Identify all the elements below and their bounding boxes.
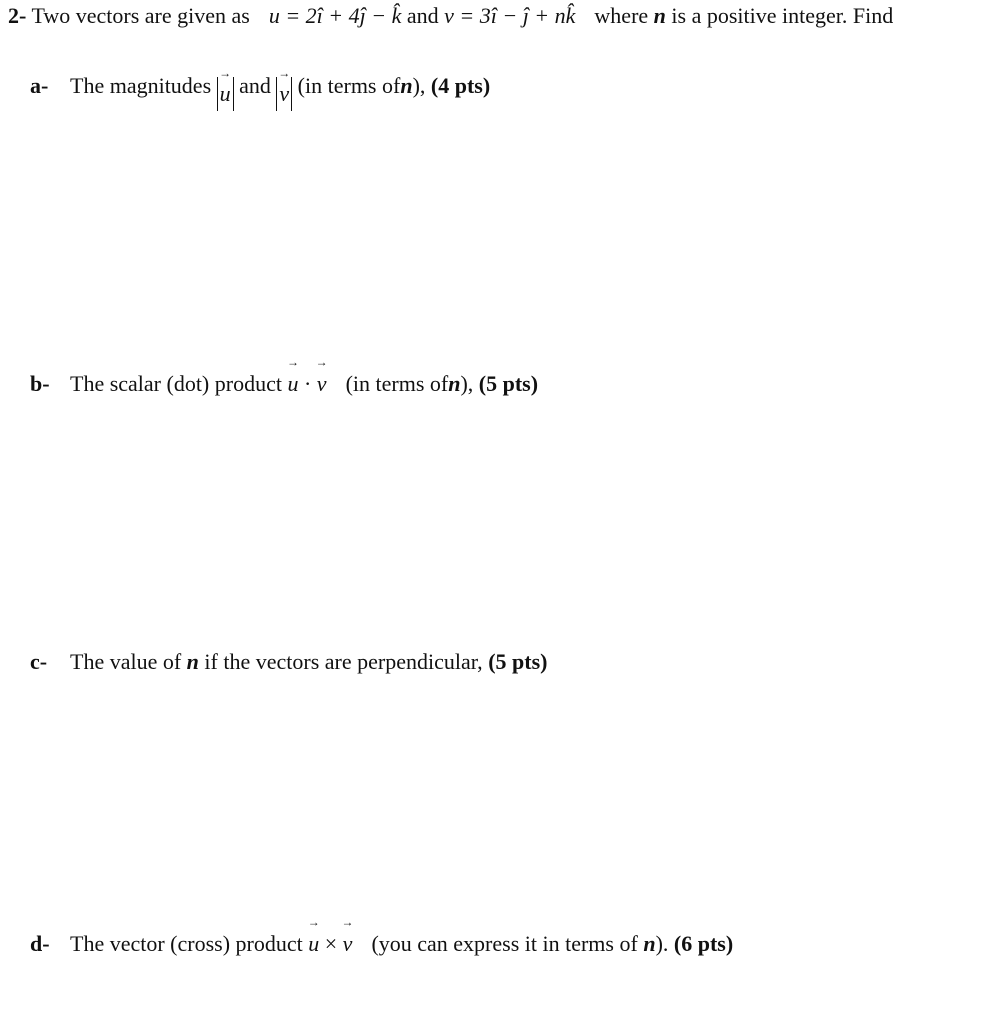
vector-arrow-icon: → bbox=[315, 355, 328, 369]
n-variable: n bbox=[448, 371, 461, 396]
where-word: where bbox=[594, 3, 649, 28]
n-variable: n bbox=[653, 3, 666, 28]
part-c-text bbox=[70, 648, 547, 676]
part-a-text bbox=[70, 66, 491, 111]
part-d-text bbox=[70, 915, 734, 958]
symbol-v: v bbox=[279, 81, 290, 106]
vector-arrow-icon: → bbox=[278, 66, 291, 80]
symbol-u: u bbox=[219, 81, 231, 106]
part-a-pre: The magnitudes bbox=[70, 73, 212, 98]
part-b-pre: The scalar (dot) product bbox=[70, 371, 282, 396]
part-b-points: (5 pts) bbox=[478, 371, 539, 396]
vector-arrow-icon: → bbox=[341, 915, 354, 929]
vector-arrow-icon: → bbox=[286, 355, 299, 369]
n-variable: n bbox=[643, 931, 656, 956]
conjunction-and: and bbox=[406, 3, 439, 28]
magnitude-v bbox=[276, 66, 292, 111]
vector-u: → u bbox=[307, 915, 320, 956]
vector-arrow-icon: → bbox=[307, 915, 320, 929]
vector-v-definition: v = 3î − ĵ + nk̂ bbox=[444, 3, 576, 28]
problem-number: 2- bbox=[8, 3, 27, 28]
part-d-points: (6 pts) bbox=[673, 931, 734, 956]
part-d-label: d- bbox=[30, 931, 50, 956]
part-a bbox=[0, 66, 992, 112]
part-c-post: if the vectors are perpendicular, bbox=[204, 649, 483, 674]
part-a-points: (4 pts) bbox=[430, 73, 491, 98]
part-b-text bbox=[70, 355, 539, 398]
part-b-post-a: (in terms of bbox=[345, 371, 449, 396]
dot-operator: · bbox=[303, 371, 312, 396]
part-b-post-b: ), bbox=[460, 371, 474, 396]
vector-v: → v bbox=[341, 915, 354, 956]
cross-operator: × bbox=[324, 931, 338, 956]
problem-statement bbox=[8, 2, 893, 30]
n-variable: n bbox=[186, 649, 199, 674]
vector-u: → u bbox=[286, 355, 299, 396]
part-a-post-b: ), bbox=[412, 73, 426, 98]
part-a-post-a: (in terms of bbox=[297, 73, 401, 98]
part-b bbox=[0, 355, 992, 404]
part-c bbox=[0, 648, 992, 682]
part-b-label: b- bbox=[30, 371, 50, 396]
n-variable: n bbox=[400, 73, 413, 98]
part-c-points: (5 pts) bbox=[488, 649, 548, 674]
part-c-label: c- bbox=[30, 649, 48, 674]
vector-arrow-icon: → bbox=[219, 66, 232, 80]
part-d-post-b: ). bbox=[655, 931, 669, 956]
vector-u-definition: u = 2î + 4ĵ − k̂ bbox=[268, 3, 402, 28]
part-d-pre: The vector (cross) product bbox=[70, 931, 303, 956]
part-a-label: a- bbox=[30, 73, 49, 98]
vector-v: → v bbox=[315, 355, 328, 396]
part-c-pre: The value of bbox=[70, 649, 182, 674]
part-d bbox=[0, 915, 992, 964]
part-d-post-a: (you can express it in terms of bbox=[371, 931, 638, 956]
magnitude-u bbox=[217, 66, 234, 111]
problem-intro: Two vectors are given as bbox=[31, 3, 250, 28]
problem-tail: is a positive integer. Find bbox=[671, 3, 894, 28]
part-a-mid: and bbox=[239, 73, 271, 98]
